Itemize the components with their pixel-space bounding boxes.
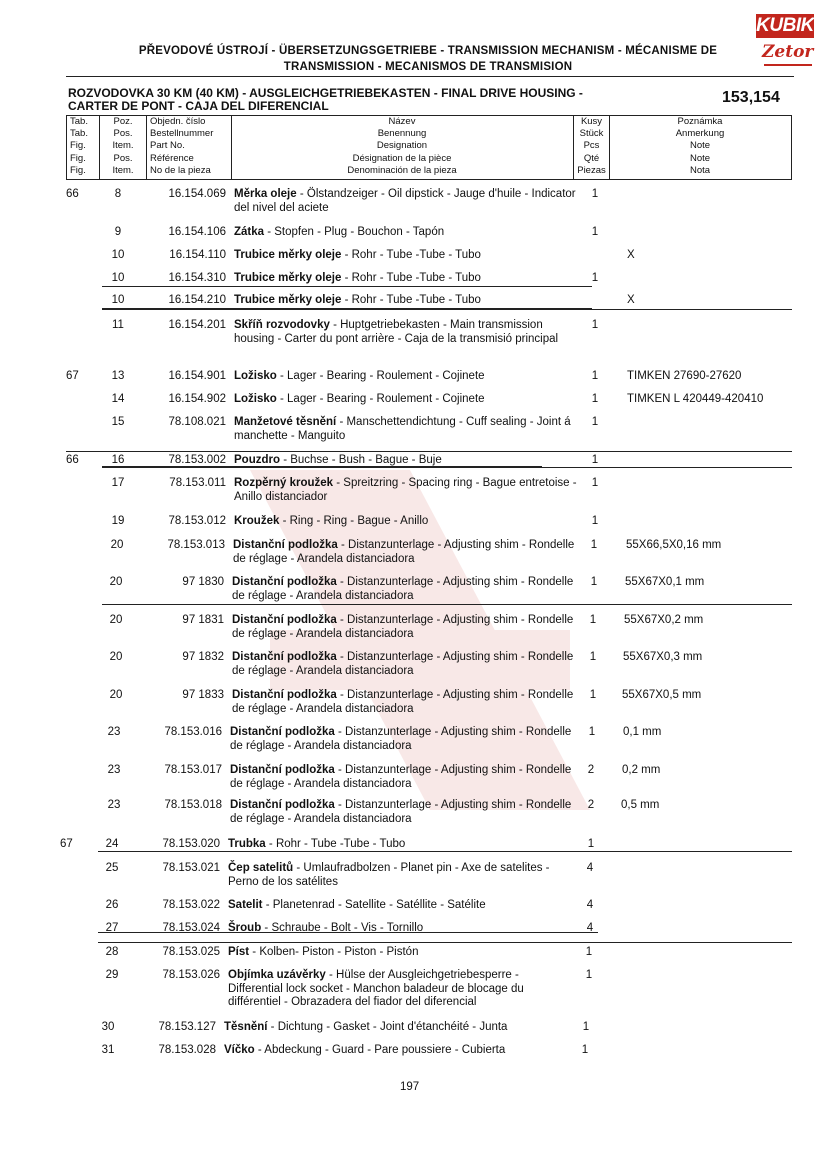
header-qty-line: Kusy — [580, 116, 603, 127]
row-name-translations: - Dichtung - Gasket - Joint d'étanchéité - Junta — [267, 1021, 508, 1033]
header-part-line: No de la pieza — [150, 164, 211, 176]
header-note-line: Note — [689, 140, 711, 152]
row-description — [224, 1021, 569, 1035]
row-position: 23 — [107, 799, 121, 811]
row-description — [228, 862, 573, 889]
header-border-left — [66, 115, 67, 180]
header-pos-line: Item. — [112, 164, 134, 176]
row-divider — [102, 604, 792, 605]
row-description — [234, 515, 579, 529]
header-name-line: Benennung — [377, 128, 427, 140]
header-note — [610, 116, 790, 177]
row-quantity: 1 — [591, 393, 599, 405]
row-quantity: 4 — [586, 922, 594, 934]
row-quantity: 1 — [587, 838, 595, 850]
header-divider-1 — [99, 115, 100, 180]
row-quantity: 1 — [589, 689, 597, 701]
header-note-line: Note — [689, 152, 711, 164]
row-name-translations: - Distanzunterlage - Adjusting shim - Rondelle de réglage - Arandela distanciadora — [232, 614, 574, 640]
row-position: 29 — [105, 969, 119, 981]
row-divider — [102, 286, 592, 287]
header-name-line: Denominación de la pieza — [347, 164, 457, 176]
document-title-line-2: TRANSMISSION - MECANISMOS DE TRANSMISION — [283, 61, 573, 73]
row-part-number: 97 1832 — [182, 651, 224, 663]
row-description — [232, 614, 577, 641]
row-tab: 66 — [66, 454, 79, 466]
row-name-cz: Těsnění — [224, 1021, 268, 1033]
row-part-number: 78.153.013 — [167, 539, 225, 551]
row-name-translations: - Hülse der Ausgleichgetriebesperre - Differential lock socket - Manchon baladeur de blocage du différentiel - Obrazadera del fiador del diferencial — [228, 969, 524, 1008]
row-name-translations: - Distanzunterlage - Adjusting shim - Rondelle de réglage - Arandela distanciadora — [233, 539, 575, 565]
row-description — [228, 899, 573, 913]
row-name-cz: Distanční podložka — [232, 651, 337, 663]
header-tab-line: Fig. — [70, 164, 86, 176]
header-pos — [103, 116, 143, 177]
page-number: 197 — [400, 1081, 420, 1093]
header-part — [150, 116, 230, 177]
row-part-number: 78.108.021 — [168, 416, 226, 428]
row-position: 13 — [111, 370, 125, 382]
row-name-cz: Pouzdro — [234, 454, 280, 466]
row-position: 10 — [111, 272, 125, 284]
header-qty — [574, 116, 609, 177]
page-reference: 153,154 — [722, 89, 780, 106]
row-part-number: 78.153.012 — [168, 515, 226, 527]
header-part-line: Objedn. číslo — [150, 116, 206, 127]
logo-sub: Zetor — [762, 42, 814, 62]
row-name-translations: - Rohr - Tube -Tube - Tubo — [341, 249, 481, 261]
row-quantity: 1 — [590, 539, 598, 551]
row-description — [234, 272, 579, 286]
row-description — [234, 319, 579, 346]
row-name-translations: - Spreitzring - Spacing ring - Bague entretoise - Anillo distanciador — [234, 477, 577, 503]
header-tab-line: Tab. — [70, 128, 88, 140]
section-title-line-2: CARTER DE PONT - CAJA DEL DIFERENCIAL — [68, 99, 329, 113]
row-position: 8 — [114, 188, 122, 200]
row-quantity: 4 — [586, 899, 594, 911]
row-part-number: 16.154.210 — [168, 294, 226, 306]
row-quantity: 1 — [589, 651, 597, 663]
row-note: 55X67X0,3 mm — [623, 651, 703, 663]
row-name-translations: - Distanzunterlage - Adjusting shim - Rondelle de réglage - Arandela distanciadora — [232, 576, 574, 602]
row-part-number: 97 1831 — [182, 614, 224, 626]
row-name-translations: - Ring - Ring - Bague - Anillo — [279, 515, 429, 527]
header-pos-line: Poz. — [113, 116, 133, 127]
row-name-cz: Distanční podložka — [230, 799, 335, 811]
row-divider — [102, 309, 792, 310]
row-part-number: 16.154.110 — [169, 249, 226, 261]
row-description — [224, 1044, 569, 1058]
row-description — [230, 726, 575, 753]
row-quantity: 1 — [591, 272, 599, 284]
row-name-cz: Distanční podložka — [232, 614, 337, 626]
row-quantity: 1 — [591, 416, 599, 428]
header-note-line: Poznámka — [677, 116, 723, 127]
row-position: 11 — [112, 319, 124, 331]
row-position: 16 — [111, 454, 125, 466]
header-pos-line: Pos. — [113, 128, 133, 140]
row-position: 27 — [105, 922, 119, 934]
row-name-translations: - Stopfen - Plug - Bouchon - Tapón — [264, 226, 445, 238]
row-name-cz: Distanční podložka — [230, 726, 335, 738]
row-description — [234, 477, 579, 504]
row-name-translations: - Distanzunterlage - Adjusting shim - Rondelle de réglage - Arandela distanciadora — [232, 689, 574, 715]
header-tab — [70, 116, 98, 177]
row-position: 10 — [111, 294, 125, 306]
row-name-cz: Trubka — [228, 838, 266, 850]
row-quantity: 1 — [582, 1021, 590, 1033]
row-position: 23 — [107, 764, 121, 776]
document-title-line-1: PŘEVODOVÉ ÚSTROJÍ - ÜBERSETZUNGSGETRIEBE - TRANSMISSION MECHANISM - MÉCANISME DE — [138, 45, 718, 57]
header-qty-line: Pcs — [583, 140, 600, 152]
row-part-number: 97 1830 — [182, 576, 224, 588]
row-name-translations: - Huptgetriebekasten - Main transmission housing - Carter du pont arrière - Caja de la transmisió principal — [234, 319, 559, 345]
row-quantity: 1 — [591, 370, 599, 382]
row-position: 15 — [111, 416, 125, 428]
row-position: 30 — [101, 1021, 115, 1033]
row-description — [234, 188, 579, 215]
row-note: 55X66,5X0,16 mm — [626, 539, 722, 551]
row-name-cz: Píst — [228, 946, 250, 958]
header-note-line: Nota — [689, 164, 711, 176]
row-description — [230, 799, 575, 826]
row-note: 55X67X0,1 mm — [625, 576, 705, 588]
row-quantity: 1 — [591, 319, 599, 331]
row-part-number: 78.153.017 — [164, 764, 222, 776]
row-note: X — [627, 249, 635, 261]
row-description — [230, 764, 575, 791]
row-name-cz: Kroužek — [234, 515, 280, 527]
row-part-number: 16.154.069 — [168, 188, 226, 200]
row-note: 0,2 mm — [622, 764, 661, 776]
row-quantity: 4 — [586, 862, 594, 874]
row-quantity: 1 — [591, 226, 599, 238]
row-name-translations: - Buchse - Bush - Bague - Buje — [280, 454, 442, 466]
row-description — [232, 651, 577, 678]
row-name-translations: - Lager - Bearing - Roulement - Cojinete — [276, 370, 485, 382]
row-quantity: 1 — [590, 576, 598, 588]
row-position: 17 — [111, 477, 125, 489]
header-qty-line: Piezas — [577, 164, 606, 176]
row-name-cz: Skříň rozvodovky — [234, 319, 330, 331]
row-name-cz: Čep satelitů — [228, 862, 294, 874]
row-description — [234, 454, 579, 468]
row-part-number: 78.153.025 — [162, 946, 220, 958]
row-name-cz: Distanční podložka — [233, 539, 338, 551]
header-qty-line: Qté — [583, 152, 600, 164]
header-note-line: Anmerkung — [675, 128, 725, 140]
row-name-translations: - Rohr - Tube -Tube - Tubo — [265, 838, 406, 850]
row-part-number: 78.153.018 — [164, 799, 222, 811]
row-description — [233, 539, 578, 566]
row-name-cz: Rozpěrný kroužek — [234, 477, 334, 489]
row-part-number: 78.153.002 — [168, 454, 226, 466]
row-name-translations: - Lager - Bearing - Roulement - Cojinete — [276, 393, 485, 405]
row-divider — [66, 451, 792, 452]
row-description — [228, 969, 573, 1010]
row-quantity: 1 — [585, 969, 593, 981]
header-name-line: Désignation de la pièce — [352, 152, 452, 164]
row-name-translations: - Kolben- Piston - Piston - Pistón — [249, 946, 419, 958]
logo-brand: KUBIK — [756, 15, 814, 36]
header-name-line: Název — [388, 116, 416, 127]
row-name-cz: Satelit — [228, 899, 263, 911]
row-quantity: 1 — [589, 614, 597, 626]
row-name-cz: Objímka uzávěrky — [228, 969, 326, 981]
row-description — [228, 922, 573, 936]
header-bottom-border — [66, 179, 792, 180]
header-part-line: Part No. — [150, 140, 185, 152]
row-description — [232, 576, 577, 603]
row-name-cz: Šroub — [228, 922, 262, 934]
row-part-number: 16.154.902 — [168, 393, 226, 405]
section-title-line-1: ROZVODOVKA 30 KM (40 KM) - AUSGLEICHGETRIEBEKASTEN - FINAL DRIVE HOUSING - — [68, 86, 583, 100]
row-note: TIMKEN 27690-27620 — [627, 370, 742, 382]
row-tab: 67 — [66, 370, 79, 382]
row-note: 0,1 mm — [623, 726, 662, 738]
row-name-cz: Trubice měrky oleje — [234, 249, 342, 261]
row-part-number: 78.153.028 — [158, 1044, 216, 1056]
row-position: 14 — [111, 393, 125, 405]
row-quantity: 2 — [587, 799, 595, 811]
row-position: 23 — [107, 726, 121, 738]
row-part-number: 78.153.022 — [162, 899, 220, 911]
row-part-number: 78.153.127 — [158, 1021, 216, 1033]
row-name-translations: - Manschettendichtung - Cuff sealing - Joint á manchette - Manguito — [234, 416, 571, 442]
header-name — [232, 116, 572, 177]
header-border-right — [791, 115, 792, 180]
header-part-line: Référence — [150, 152, 194, 164]
row-position: 28 — [105, 946, 119, 958]
row-position: 20 — [109, 651, 123, 663]
row-name-cz: Víčko — [224, 1044, 255, 1056]
row-position: 19 — [111, 515, 125, 527]
row-description — [234, 226, 579, 240]
header-part-line: Bestellnummer — [150, 128, 214, 140]
row-description — [234, 393, 579, 407]
row-tab: 66 — [66, 188, 79, 200]
row-quantity: 1 — [591, 477, 599, 489]
row-position: 20 — [109, 576, 123, 588]
row-position: 25 — [105, 862, 119, 874]
header-divider-2 — [146, 115, 147, 180]
row-name-translations: - Rohr - Tube -Tube - Tubo — [341, 272, 481, 284]
row-description — [234, 249, 579, 263]
row-name-cz: Distanční podložka — [232, 576, 337, 588]
row-name-cz: Ložisko — [234, 393, 277, 405]
row-description — [232, 689, 577, 716]
row-divider — [98, 942, 792, 943]
row-position: 20 — [110, 539, 124, 551]
row-part-number: 97 1833 — [182, 689, 224, 701]
row-name-translations: - Distanzunterlage - Adjusting shim - Rondelle de réglage - Arandela distanciadora — [230, 764, 572, 790]
row-divider — [102, 308, 592, 309]
row-name-cz: Měrka oleje — [234, 188, 297, 200]
row-position: 31 — [101, 1044, 115, 1056]
header-qty-line: Stück — [579, 128, 604, 140]
row-name-translations: - Rohr - Tube -Tube - Tubo — [341, 294, 481, 306]
row-description — [234, 294, 579, 308]
row-part-number: 16.154.310 — [168, 272, 226, 284]
row-note: X — [627, 294, 635, 306]
title-divider — [66, 76, 794, 77]
row-part-number: 16.154.201 — [168, 319, 226, 331]
row-name-cz: Distanční podložka — [232, 689, 337, 701]
row-part-number: 78.153.020 — [162, 838, 220, 850]
row-description — [228, 838, 573, 852]
row-position: 26 — [105, 899, 119, 911]
row-quantity: 1 — [581, 1044, 589, 1056]
header-tab-line: Fig. — [70, 152, 86, 164]
row-part-number: 78.153.021 — [162, 862, 220, 874]
row-quantity: 1 — [591, 454, 599, 466]
row-part-number: 16.154.901 — [168, 370, 226, 382]
row-name-cz: Trubice měrky oleje — [234, 272, 342, 284]
row-part-number: 78.153.024 — [162, 922, 220, 934]
row-quantity: 1 — [591, 515, 599, 527]
header-pos-line: Item. — [112, 140, 134, 152]
row-name-translations: - Ölstandzeiger - Oil dipstick - Jauge d'huile - Indicator del nivel del aciete — [234, 188, 576, 214]
row-tab: 67 — [60, 838, 73, 850]
row-name-cz: Ložisko — [234, 370, 277, 382]
row-quantity: 1 — [588, 726, 596, 738]
row-part-number: 78.153.016 — [164, 726, 222, 738]
row-name-translations: - Distanzunterlage - Adjusting shim - Rondelle de réglage - Arandela distanciadora — [230, 799, 572, 825]
row-name-cz: Trubice měrky oleje — [234, 294, 342, 306]
row-description — [228, 946, 573, 960]
row-name-translations: - Schraube - Bolt - Vis - Tornillo — [261, 922, 424, 934]
row-description — [234, 370, 579, 384]
row-name-translations: - Distanzunterlage - Adjusting shim - Rondelle de réglage - Arandela distanciadora — [232, 651, 574, 677]
row-position: 24 — [105, 838, 119, 850]
row-part-number: 16.154.106 — [168, 226, 226, 238]
row-quantity: 1 — [585, 946, 593, 958]
row-name-translations: - Abdeckung - Guard - Pare poussiere - Cubierta — [254, 1044, 506, 1056]
row-name-translations: - Distanzunterlage - Adjusting shim - Rondelle de réglage - Arandela distanciadora — [230, 726, 572, 752]
row-note: 0,5 mm — [621, 799, 660, 811]
row-position: 9 — [114, 226, 122, 238]
row-quantity: 1 — [591, 188, 599, 200]
header-name-line: Designation — [376, 140, 428, 152]
row-part-number: 78.153.026 — [162, 969, 220, 981]
row-position: 20 — [109, 614, 123, 626]
row-name-cz: Manžetové těsnění — [234, 416, 337, 428]
row-name-translations: - Umlaufradbolzen - Planet pin - Axe de satelites - Perno de los satélites — [228, 862, 550, 888]
row-description — [234, 416, 579, 443]
row-quantity: 2 — [587, 764, 595, 776]
row-name-cz: Zátka — [234, 226, 265, 238]
header-tab-line: Tab. — [70, 116, 88, 127]
row-note: 55X67X0,5 mm — [622, 689, 702, 701]
header-tab-line: Fig. — [70, 140, 86, 152]
row-name-cz: Distanční podložka — [230, 764, 335, 776]
row-position: 20 — [109, 689, 123, 701]
row-note: TIMKEN L 420449-420410 — [627, 393, 764, 405]
row-note: 55X67X0,2 mm — [624, 614, 704, 626]
row-part-number: 78.153.011 — [169, 477, 226, 489]
row-position: 10 — [111, 249, 125, 261]
header-pos-line: Pos. — [113, 152, 133, 164]
row-name-translations: - Planetenrad - Satellite - Satéllite - Satélite — [262, 899, 486, 911]
